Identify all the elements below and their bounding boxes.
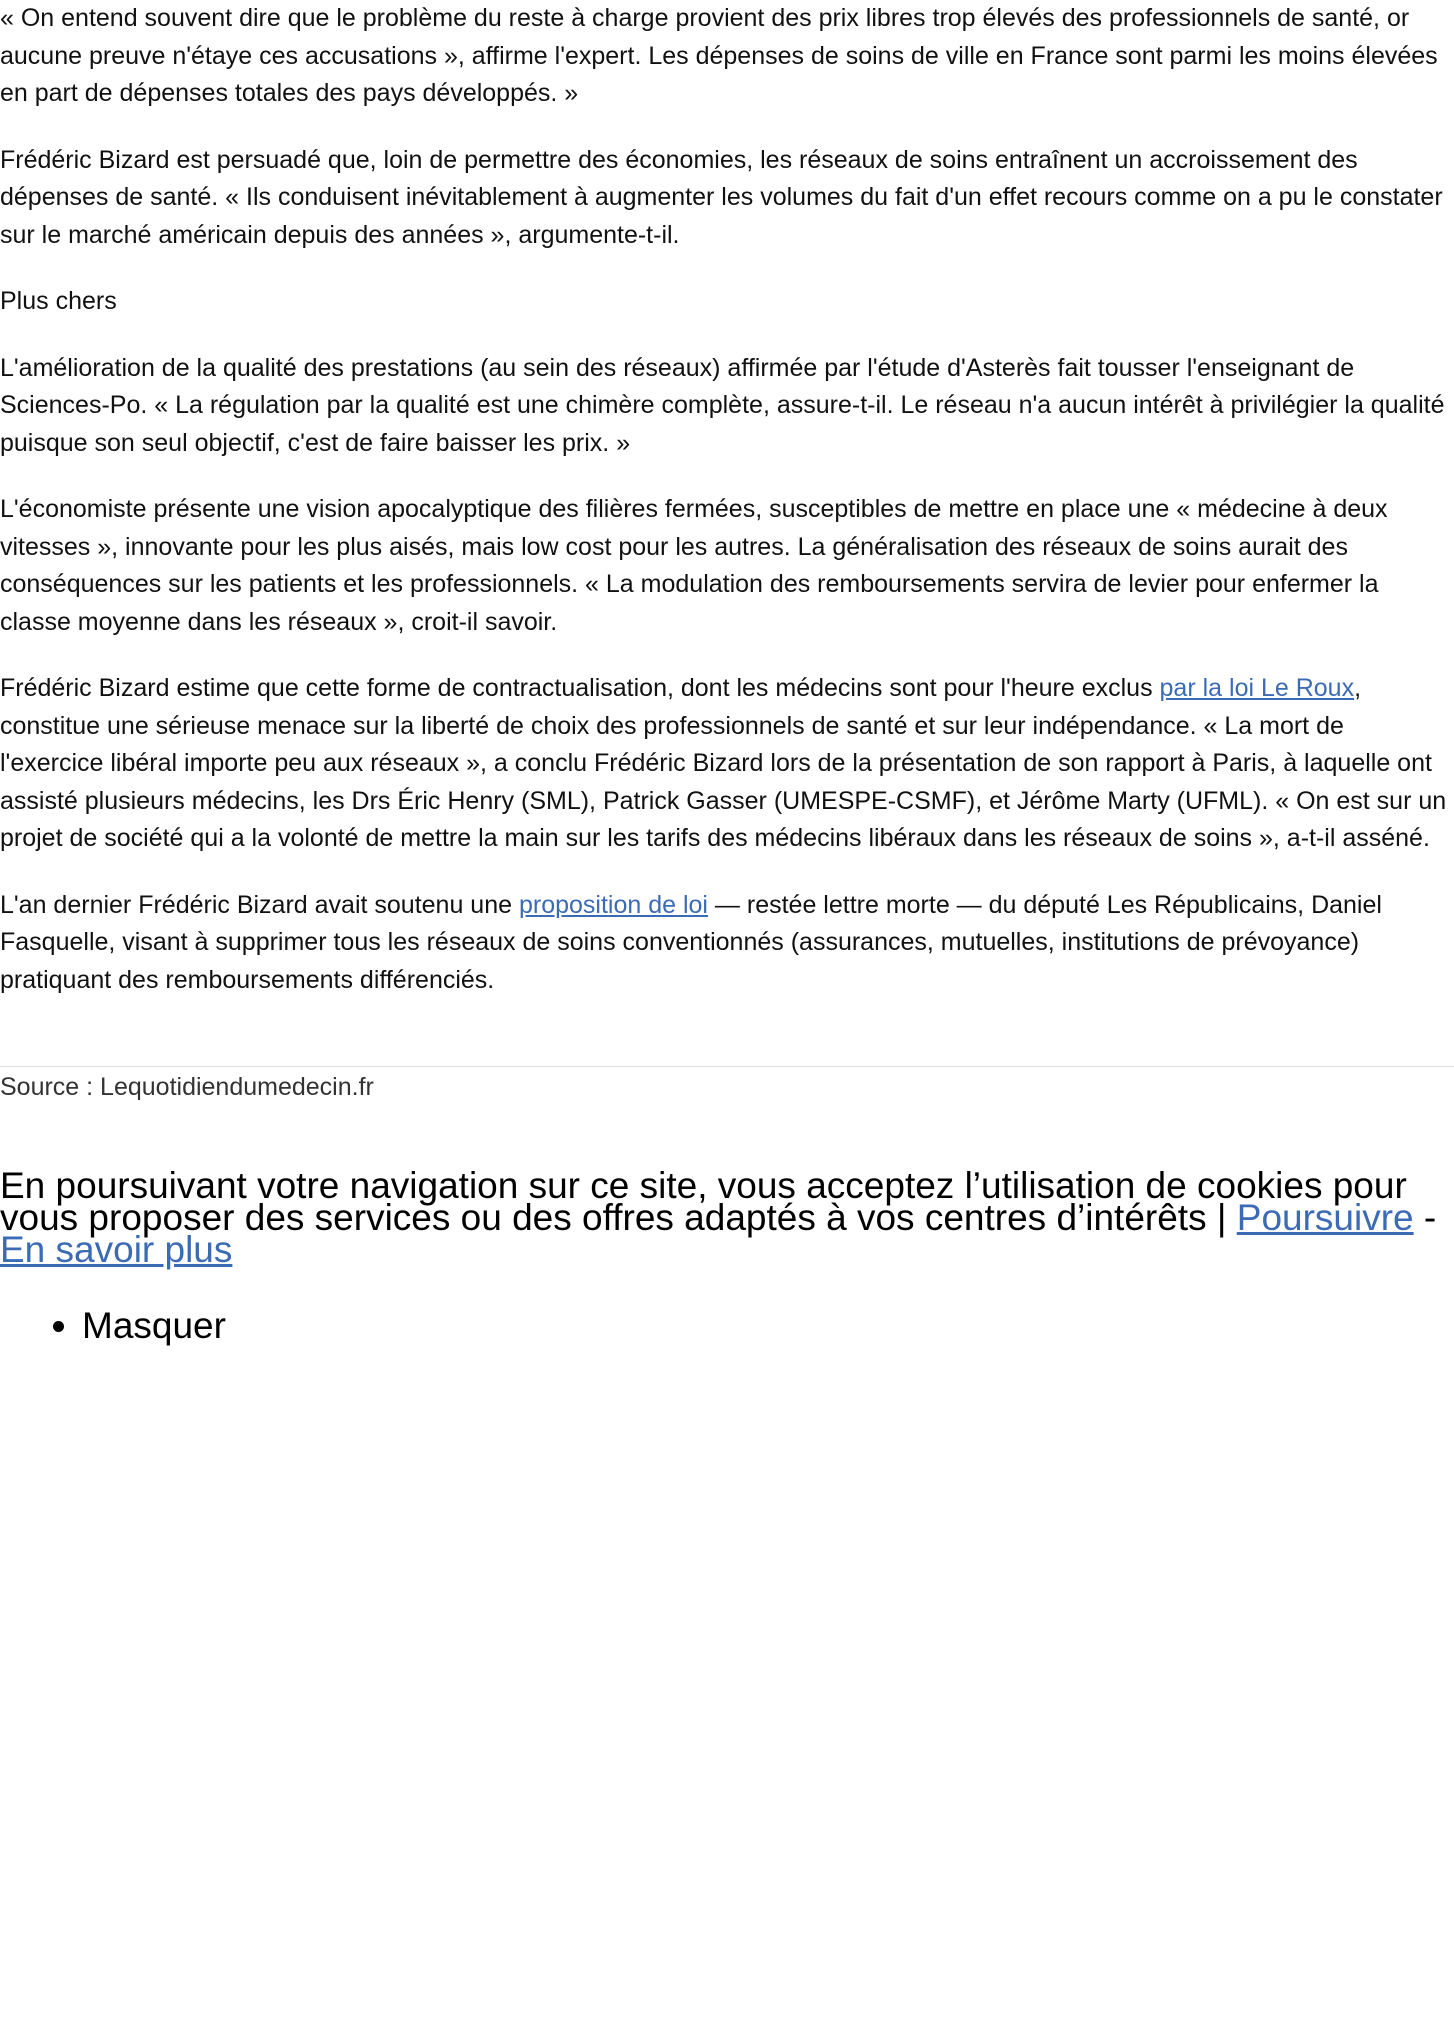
article-source: Source : Lequotidiendumedecin.fr <box>0 1073 374 1101</box>
cookie-banner <box>0 1165 1440 1270</box>
paragraph-5-text-start: Frédéric Bizard estime que cette forme de contractualisation, dont les médecins sont pour l'heure exclus <box>0 674 1160 702</box>
article-subheading: Plus chers <box>0 287 117 315</box>
source-divider <box>0 1066 1454 1067</box>
article-paragraph-1: « On entend souvent dire que le problème du reste à charge provient des prix libres trop élevés des professionnels de santé, or aucune preuve n'étaye ces accusations », affirme l'expert. Les dépenses de soins de ville en France sont parmi les moins élevées en part de dépenses totales des pays développés. » <box>0 4 1438 107</box>
article-paragraph-6 <box>0 887 1454 1000</box>
cookie-message: En poursuivant votre navigation sur ce site, vous acceptez l’utilisation de cookies pour vous proposer des services ou des offres adaptés à vos centres d’intérêts | <box>0 1165 1407 1238</box>
article-paragraph-2: Frédéric Bizard est persuadé que, loin de permettre des économies, les réseaux de soins entraînent un accroissement des dépenses de santé. « Ils conduisent inévitablement à augmenter les volumes du fait d'un effet recours comme on a pu le constater sur le marché américain depuis des années », argumente-t-il. <box>0 145 1443 249</box>
cookie-learn-more-link[interactable]: En savoir plus <box>0 1229 233 1270</box>
article-paragraph-4: L'économiste présente une vision apocalyptique des filières fermées, susceptibles de mettre en place une « médecine à deux vitesses », innovante pour les plus aisés, mais low cost pour les autres. La généralisation des réseaux de soins aurait des conséquences sur les patients et les professionnels. « La modulation des remboursements servira de levier pour enfermer la classe moyenne dans les réseaux », croit-il savoir. <box>0 495 1388 636</box>
article-paragraph-5 <box>0 670 1454 858</box>
loi-le-roux-link[interactable]: par la loi Le Roux <box>1159 674 1355 702</box>
proposition-de-loi-link[interactable]: proposition de loi <box>518 890 708 919</box>
cookie-hide-item[interactable]: • Masquer <box>82 1302 226 1350</box>
article-paragraph-3: L'amélioration de la qualité des prestations (au sein des réseaux) affirmée par l'étude d'Asterès fait tousser l'enseignant de Sciences-Po. « La régulation par la qualité est une chimère complète, assure-t-il. Le réseau n'a aucun intérêt à privilégier la qualité puisque son seul objectif, c'est de faire baisser les prix. » <box>0 353 1445 457</box>
paragraph-5-text-end: , constitue une sérieuse menace sur la liberté de choix des professionnels de santé et sur leur indépendance. « La mort de l'exercice libéral importe peu aux réseaux », a conclu Frédéric Bizard lors de la présentation de son rapport à Paris, à laquelle ont assisté plusieurs médecins, les Drs Éric Henry (SML), Patrick Gasser (UMESPE-CSMF), et Jérôme Marty (UFML). « On est sur un projet de société qui a la volonté de mettre la main sur les tarifs des médecins libéraux dans les réseaux de soins », a-t-il asséné. <box>0 674 1447 852</box>
paragraph-6-text-start: L'an dernier Frédéric Bizard avait soutenu une <box>0 890 519 919</box>
cookie-accept-link[interactable]: Poursuivre <box>1236 1197 1414 1238</box>
cookie-link-separator: - <box>1413 1197 1437 1238</box>
paragraph-6-text-end: — restée lettre morte — du député Les Républicains, Daniel Fasquelle, visant à supprimer tous les réseaux de soins conventionnés (assurances, mutuelles, institutions de prévoyance) pratiquant des remboursements différenciés. <box>0 890 1382 994</box>
cookie-hide-list <box>0 1302 226 1350</box>
